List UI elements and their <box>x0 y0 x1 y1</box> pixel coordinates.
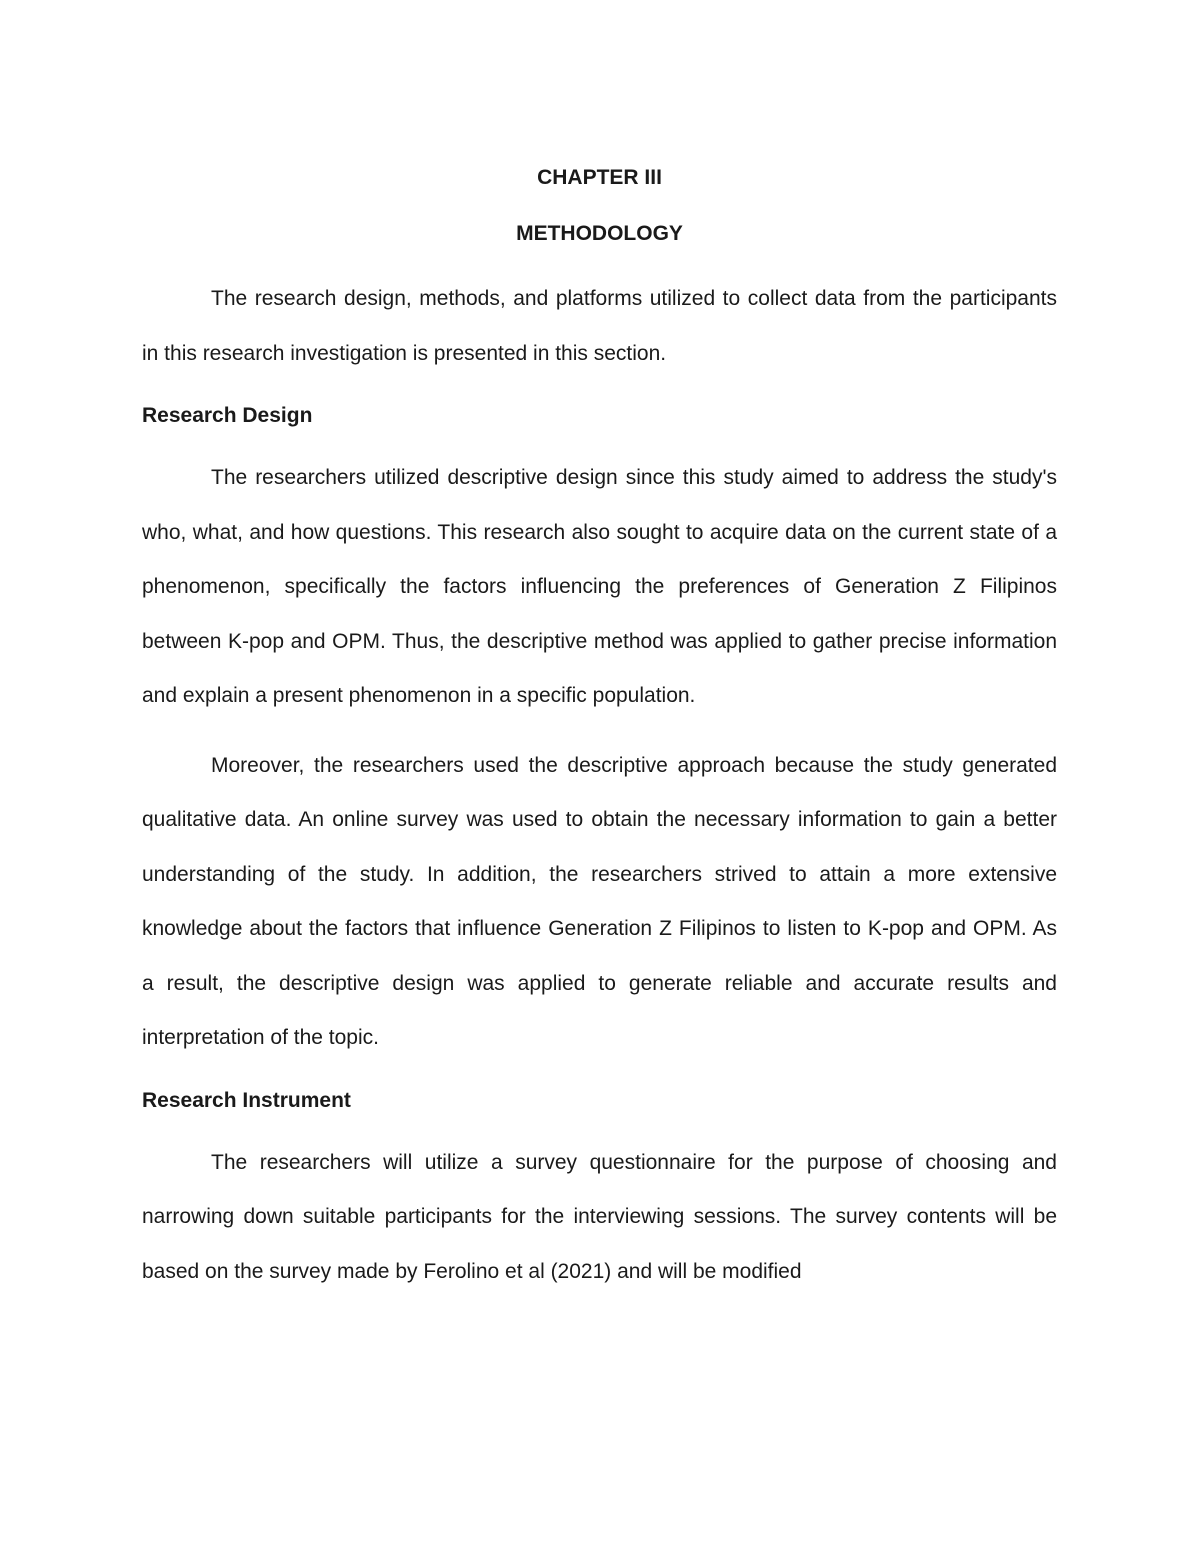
section-heading-research-design: Research Design <box>142 404 313 427</box>
document-page <box>142 150 1057 1314</box>
section-heading-research-instrument: Research Instrument <box>142 1088 351 1112</box>
chapter-number: CHAPTER III <box>537 166 662 189</box>
chapter-title: METHODOLOGY <box>516 222 683 245</box>
research-design-paragraph-2: Moreover, the researchers used the descriptive approach because the study generated qualitative data. An online survey was used to obtain the necessary information to gain a better understanding of the study. In addition, the researchers strived to attain a more extensive knowledge about the factors that influence Generation Z Filipinos to listen to K-pop and OPM. As a result, the descriptive design was applied to generate reliable and accurate results and interpretation of the topic. <box>142 753 1057 1049</box>
research-instrument-paragraph-1: The researchers will utilize a survey questionnaire for the purpose of choosing and narrowing down suitable participants for the interviewing sessions. The survey contents will be based on the survey made by Ferolino et al (2021) and will be modified <box>142 1150 1057 1283</box>
intro-paragraph: The research design, methods, and platforms utilized to collect data from the participants in this research investigation is presented in this section. <box>142 287 1057 365</box>
research-design-paragraph-1: The researchers utilized descriptive design since this study aimed to address the study's who, what, and how questions. This research also sought to acquire data on the current state of a phenomenon, specifically the factors influencing the preferences of Generation Z Filipinos between K-pop and OPM. Thus, the descriptive method was applied to gather precise information and explain a present phenomenon in a specific population. <box>142 466 1057 707</box>
